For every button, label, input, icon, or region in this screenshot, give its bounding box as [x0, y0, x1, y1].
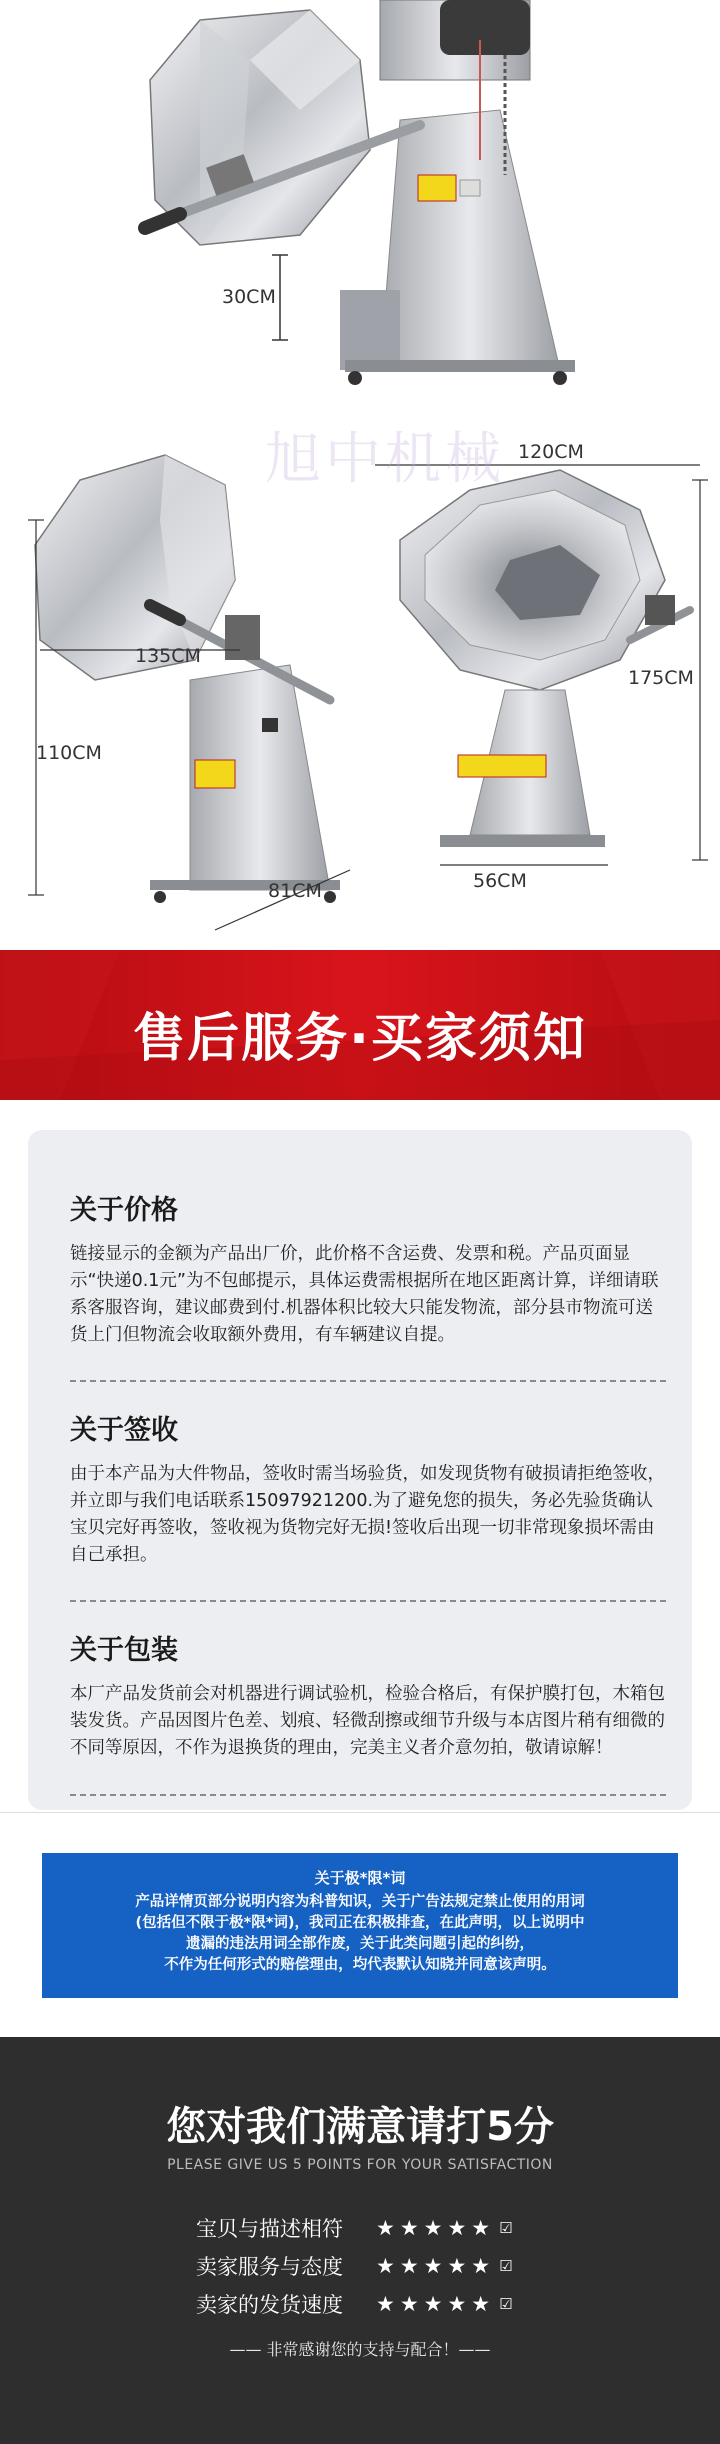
rating-section: [0, 2037, 720, 2444]
thanks-footer: —— 非常感谢您的支持与配合！——: [229, 2340, 491, 2359]
side-view-machine-image: [28, 455, 350, 930]
dimension-110cm: 110CM: [36, 742, 102, 764]
receipt-heading: 关于签收: [70, 1415, 178, 1446]
dimension-135cm: 135CM: [135, 645, 201, 667]
packaging-section: [70, 1628, 670, 1762]
rating-row-description: [196, 2212, 556, 2244]
after-sales-banner: [0, 950, 720, 1100]
dimension-81cm: 81CM: [268, 880, 322, 902]
disclaimer-box: [42, 1853, 678, 1998]
star-icons: ★★★★★: [376, 2292, 496, 2316]
star-icons: ★★★★★: [376, 2254, 496, 2278]
notice-card: [28, 1130, 692, 1810]
dimension-120cm: 120CM: [518, 441, 584, 463]
disclaimer-title: 关于极*限*词: [314, 1869, 406, 1887]
section-divider: [70, 1794, 666, 1796]
price-heading: 关于价格: [70, 1195, 178, 1226]
price-section: [70, 1188, 670, 1349]
price-body: 链接显示的金额为产品出厂价，此价格不含运费、发票和税。产品页面显示“快递0.1元”为不包邮提示，具体运费需根据所在地区距离计算，详细请联系客服咨询，建议邮费到付.机器体积比较大只能发物流，部分县市物流可送货上门但物流会收取额外费用，有车辆建议自提。: [70, 1244, 659, 1345]
receipt-section: [70, 1408, 670, 1569]
rating-row-shipping: [196, 2288, 556, 2320]
dimension-56cm: 56CM: [473, 870, 527, 892]
packaging-heading: 关于包装: [70, 1635, 178, 1666]
checkbox-icon: ☑: [499, 2295, 513, 2313]
rating-label: 宝贝与描述相符: [196, 2217, 343, 2241]
disclaimer-line: (包括但不限于极*限*词)，我司正在积极排查，在此声明，以上说明中: [135, 1915, 585, 1931]
checkbox-icon: ☑: [499, 2257, 513, 2275]
banner-title: 售后服务·买家须知: [133, 1009, 587, 1069]
packaging-body: 本厂产品发货前会对机器进行调试验机，检验合格后，有保护膜打包，木箱包装发货。产品因图片色差、划痕、轻微刮擦或细节升级与本店图片稍有细微的不同等原因，不作为退换货的理由，完美主义者介意勿拍，敬请谅解！: [70, 1684, 665, 1758]
checkbox-icon: ☑: [499, 2219, 513, 2237]
product-photos: [0, 0, 720, 935]
dimension-175cm: 175CM: [628, 667, 694, 689]
disclaimer-section: [0, 1812, 720, 2037]
rating-subtitle: PLEASE GIVE US 5 POINTS FOR YOUR SATISFACTION: [167, 2157, 553, 2173]
star-icons: ★★★★★: [376, 2216, 496, 2240]
rating-row-service: [196, 2250, 556, 2282]
dimension-30cm: 30CM: [222, 286, 276, 308]
receipt-body: 由于本产品为大件物品，签收时需当场验货，如发现货物有破损请拒绝签收，并立即与我们电话联系15097921200.为了避免您的损失，务必先验货确认宝贝完好再签收，签收视为货物完好无损!签收后出现一切非常现象损坏需由自己承担。: [70, 1464, 665, 1565]
buyer-notice-section: [0, 1100, 720, 1820]
rating-label: 卖家服务与态度: [196, 2255, 343, 2279]
watermark-text: 旭中机械: [265, 427, 505, 492]
top-machine-image: [145, 0, 575, 385]
rating-label: 卖家的发货速度: [196, 2293, 343, 2317]
section-divider: [70, 1600, 666, 1602]
rating-title: 您对我们满意请打5分: [166, 2104, 554, 2150]
disclaimer-line: 不作为任何形式的赔偿理由，均代表默认知晓并同意该声明。: [164, 1957, 556, 1973]
front-view-machine-image: [375, 465, 708, 865]
section-divider: [70, 1380, 666, 1382]
disclaimer-line: 产品详情页部分说明内容为科普知识，关于广告法规定禁止使用的用词: [135, 1894, 585, 1910]
disclaimer-line: 遗漏的违法用词全部作废，关于此类问题引起的纠纷，: [186, 1936, 534, 1952]
